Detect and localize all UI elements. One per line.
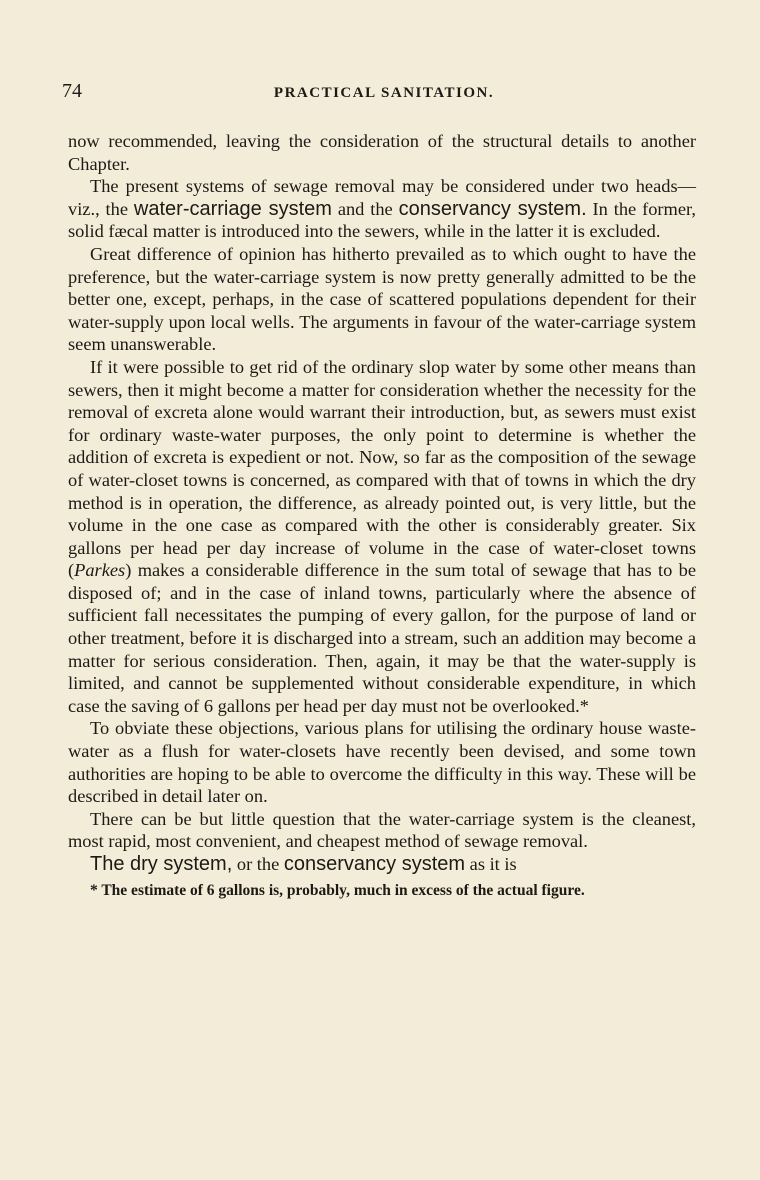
term-dry-system: The dry system, xyxy=(90,853,233,875)
paragraph-4-text-a: If it were possible to get rid of the ordinary slop water by some other means than sewers, then it might become a matter for consideration whether the necessity for the removal of excreta alone would warrant their introduction, but, as sewers must exist for ordinary waste-water purposes, the only point to determine is whether the addition of excreta is expedient or not. Now, so far as the composition of the sewage of water-closet towns is concerned, as compared with that of towns in which the dry method is in operation, the difference, as already pointed out, is very little, but the volume in the one case as compared with the other is considerably greater. Six gallons per head per day increase of volume in the case of water-closet towns ( xyxy=(68,356,696,581)
paragraph-5-text: To obviate these objections, various plans for utilising the ordinary house waste-water as a flush for water-closets have recently been devised, and some town authorities are hoping to be able to overcome the difficulty in this way. These will be described in detail later on. xyxy=(68,718,696,807)
paragraph-3 xyxy=(68,243,696,356)
page-number: 74 xyxy=(62,80,82,102)
body-text xyxy=(68,130,696,876)
term-conservancy-system: conservancy system. xyxy=(398,197,587,220)
paragraph-2-text-c: and the xyxy=(337,198,393,219)
paragraph-6-text: There can be but little question that the water-carriage system is the cleanest, most rapid, most convenient, and cheapest method of sewage removal. xyxy=(68,808,696,852)
paragraph-7-text-b: or the xyxy=(236,854,280,874)
paragraph-2-text-a: The present systems of sewage removal may be considered under two heads—viz., the xyxy=(68,176,696,219)
paragraph-3-text: Great difference of opinion has hitherto prevailed as to which ought to have the preference, but the water-carriage system is now pretty generally admitted to be the better one, except, perhaps, in the case of scattered populations dependent for their water-supply upon local wells. The arguments in favour of the water-carriage system seem unanswerable. xyxy=(68,243,696,355)
paragraph-4 xyxy=(68,356,696,718)
paragraph-1-text: now recommended, leaving the consideration of the structural details to another Chapter. xyxy=(68,131,696,174)
paragraph-7-text-d: as it is xyxy=(469,854,517,874)
footnote-text: * The estimate of 6 gallons is, probably, much in excess of the actual figure. xyxy=(90,881,585,899)
term-conservancy-system-2: conservancy system xyxy=(283,853,466,875)
page-header xyxy=(62,80,696,112)
term-water-carriage-system: water-carriage system xyxy=(133,197,332,220)
paragraph-5 xyxy=(68,717,696,807)
footnote xyxy=(68,880,696,901)
running-title: PRACTICAL SANITATION. xyxy=(273,85,495,101)
paragraph-2-text-e: In the former, solid fæcal matter is introduced into the sewers, while in the latter it is excluded. xyxy=(68,198,696,242)
paragraph-6 xyxy=(68,808,696,853)
paragraph-7 xyxy=(68,853,696,876)
citation-parkes: Parkes xyxy=(74,560,126,581)
paragraph-1 xyxy=(68,130,696,175)
paragraph-2 xyxy=(68,175,696,243)
paragraph-4-text-c: ) makes a considerable difference in the sum total of sewage that has to be disposed of; and in the case of inland towns, particularly where the absence of sufficient fall necessitates the pumping of every gallon, for the purpose of land or other treatment, before it is discharged into a stream, such an addition may become a matter for serious consideration. Then, again, it may be that the water-supply is limited, and cannot be supplemented without considerable expenditure, in which case the saving of 6 gallons per head per day must not be overlooked.* xyxy=(68,560,696,716)
